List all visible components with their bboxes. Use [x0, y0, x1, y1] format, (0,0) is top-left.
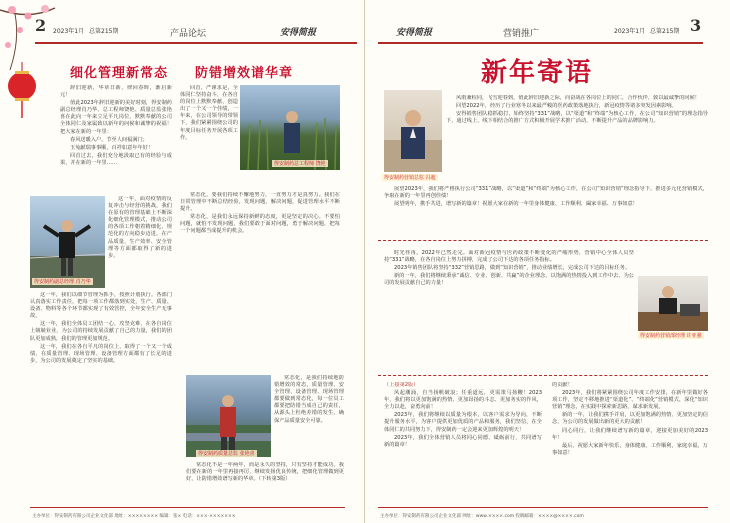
- continued-article-column-2: 的贡献！ 2023年，我们将紧紧围绕公司年度工作安排，在新年里做好各项工作，坚定不移地推进“渠道化”、“终端化”营销模式，深化“知识营销”理念，在实践中探索新思路，谋求新发展。 新的一年，让我们携手并肩，以更加饱满的热情、更加坚定的信念，为公司的发展做出新的更大的贡献！ 同心同行，让我们继续谱写新的篇章，迎接更加美好的2023年！ 最后，祝愿大家新年快乐，身体健康，工作顺利，家庭幸福，万事如意！: [552, 382, 708, 456]
- newspaper-brand: 安得简报: [396, 28, 433, 38]
- article-column-1-top: 辞旧迎新，华章日新，律回春晖，渐启新元！ 值此2023年辞旧迎新的美好时刻，得安制药副总经理肖乃华、总工程师饶艳、质量总监张艳喜在此向一年来立足平凡岗位，默默奉献的公司全体同仁及家属致以新年的问候和诚挚的祝福！把大家在新的一年里： 春风送暖入户，节至人间福满门； 玉兔献瑞事事顺，百祥如意年年好！ 回首过去，我们充分地汲取已有的经验与成果，并在新的一年里……: [60, 85, 172, 166]
- continued-article-column: （上接第2版） 风起潮涌，自当扬帆破浪；任重道远，更需策马扬鞭！2023年，我们将以更加饱满的热情、更加昂扬的斗志、更加务实的作风，全力以赴，奋勇向前！ 2023年，我们将继续以质量为根本，以客户需求为导向，不断提升服务水平，为客户提供更加优质的产品和服务，我们坚信，在全体同仁的共同努力下，得安制药一定会迎来更加辉煌的明天！ 2023年，我们全体营销人员将同心同德，砥砺前行，共同谱写新的篇章！: [384, 382, 542, 448]
- article-column-2-side: 常态化，是我们持续地防错增效的常态，质量管理、安全管理、设备管理、现场管理都要做到常态化，每一位员工都要把防错当成自己的责任，从源头上杜绝差错的发生，确保产品质量安全可靠。: [274, 375, 344, 424]
- continued-from-label: （上接第2版）: [384, 382, 419, 388]
- photo-marketing-director: [384, 90, 442, 172]
- issue-number: 总第215期: [89, 28, 119, 35]
- left-page-header: [35, 16, 355, 42]
- section-divider: [378, 240, 708, 241]
- page-number: 2: [35, 16, 47, 35]
- header-rule: [378, 42, 703, 44]
- article-column-2-bottom: 常态化不是一年两年，而是永久的坚持，只有坚持才能成功。我们要在新的一年里再接再厉，继续发扬优良传统，把细化管理做到更好，让防错增效谱写新的华章。（下转第3版）: [186, 462, 344, 483]
- right-footer: 主办单位：得安制药有限公司企业文化部 网址：www.××××.com 投稿邮箱：××××@××××.com: [380, 514, 584, 519]
- article-column-1-bottom: 这一年，我们以细节管理为抓手，按照计划执行。各部门认真落实工作责任，把每一项工作都落到实处，生产、质量、设备、物料等各个环节都实现了有效管控，全年安全生产无事故。 这一年，我们全体员工团结一心，攻坚克难，在各自岗位上兢兢业业，为公司的持续发展贡献了自己的力量，我们的团队更加成熟，我们的管理更加规范。 这一年，我们在各自平凡的岗位上，取得了一个又一个成绩，在质量管理、现场管理、设备管理方面都有了长足的进步，为公司的发展奠定了坚实的基础。: [30, 292, 172, 364]
- footer-rule: [30, 507, 345, 508]
- section-divider-2: [378, 375, 708, 376]
- caption-marketing-director: 得安制药营销总监 冯超: [384, 175, 436, 181]
- header-rule: [35, 42, 357, 44]
- greeting-title: 新年寄语: [481, 58, 594, 88]
- issue-date: 2023年1月: [614, 28, 646, 35]
- photo-vice-gm: [30, 196, 105, 288]
- caption-marketing-manager: 得安制药营销部经理 许亚强: [640, 333, 702, 339]
- photo-quality-director: [186, 375, 271, 457]
- issue-number: 总第215期: [650, 28, 680, 35]
- right-page-header: [378, 16, 723, 42]
- right-page: [366, 0, 730, 523]
- page-number: 3: [690, 16, 702, 35]
- greeting-column-b: 时光荏苒，2022年已然走完。面对新冠疫情与医药政策不断变化的严峻形势，营销中心全体人员坚持“331”战略，在各自岗位上努力拼搏，完成了公司下达的各项任务指标。 2023年销售团队将坚持“332”营销思路，做到“知识营销”，推动业绩增长，完成公司下达的目标任务。 新的一年，我们将继续秉承“诚信、专业、创新、共赢”的企业理念，以饱满的热情投入到工作中去，为公司的发展贡献自己的力量！: [384, 250, 634, 287]
- section-title: 营销推广: [503, 29, 540, 39]
- greeting-column-a-top: 风雨兼程同，飞雪迎春到。值此辞旧迎新之际，向奋战在各岗位上的同仁，合作伙伴，致以最诚挚的问候！ 回望2022年，经历了行业寒冬以来最严峻的医药政策落地执行，新冠疫情等诸多突发因素影响。 安得销售团队稳抓稳打，始终坚持“331”战略，以“渠道”和“终端”为核心工作，在公司“知识营销”的理念指导下，通过线上、线下相结合的推广方式积极开展学术推广活动，不断提升产品的品牌影响力。: [446, 95, 708, 125]
- photo-marketing-manager: [638, 276, 708, 331]
- caption-vice-gm: 得安制药副总经理 肖乃华: [34, 279, 91, 285]
- newspaper-brand: 安得简报: [280, 28, 317, 38]
- article-column-1-side: 这一年，面对疫情的反复冲击与经营的挑战，我们在原有的管理基础上不断深化细化管理模式，推动公司的各项工作朝着精细化、规范化的方向稳步迈进，在产品质量、生产效率、安全管理等方面都取得了新的进步。: [108, 196, 172, 259]
- footer-rule: [378, 507, 708, 508]
- left-footer: 主办单位：得安制药有限公司企业文化部 地址：×××××××× 编辑：张× 电话：×××-×××××××: [32, 514, 236, 519]
- headline-part-a: 细化管理新常态: [70, 66, 169, 81]
- caption-quality-director: 得安制药质量总监 张艳喜: [198, 451, 255, 457]
- section-title: 产品论坛: [170, 29, 207, 39]
- article-column-2-top: 回首，严谨求是，全体同仁坚持奋斗，在各自的岗位上默默奉献，创造出了一个又一个佳绩，一年来，在公司领导的带领下，我们紧紧围绕公司的年度目标任务开展各项工作。: [180, 85, 238, 141]
- photo-chief-engineer: [240, 85, 340, 170]
- article-column-2-middle: 常态化，要我们持续不懈地努力，一直努力才是真努力。我们在日常管理中不断总结经验，发现问题，解决问题，促进管理水平不断提升。 常态化，是我们永远保持新鲜的态度，更是坚定的决心。不要怕问题，就怕不发现问题，我们要敢于面对问题，勇于解决问题，把每一个问题都当成提升的机会。: [180, 192, 340, 235]
- caption-chief-engineer: 得安制药总工程师 饶艳: [274, 161, 326, 167]
- greeting-column-a-bottom: 展望2023年，我们将严格执行公司“331”战略，以“渠道”和“终端”为核心工作，在公司“知识营销”理念指导下，推进多元化营销模式，争取在新的一年里再创佳绩！ 展望明年，携手共进，谱写新的篇章！祝愿大家在新的一年里身体健康、工作顺利、阖家幸福、万事如意！: [384, 186, 708, 208]
- issue-date: 2023年1月: [53, 28, 85, 35]
- headline-part-b: 防错增效谱华章: [195, 66, 294, 81]
